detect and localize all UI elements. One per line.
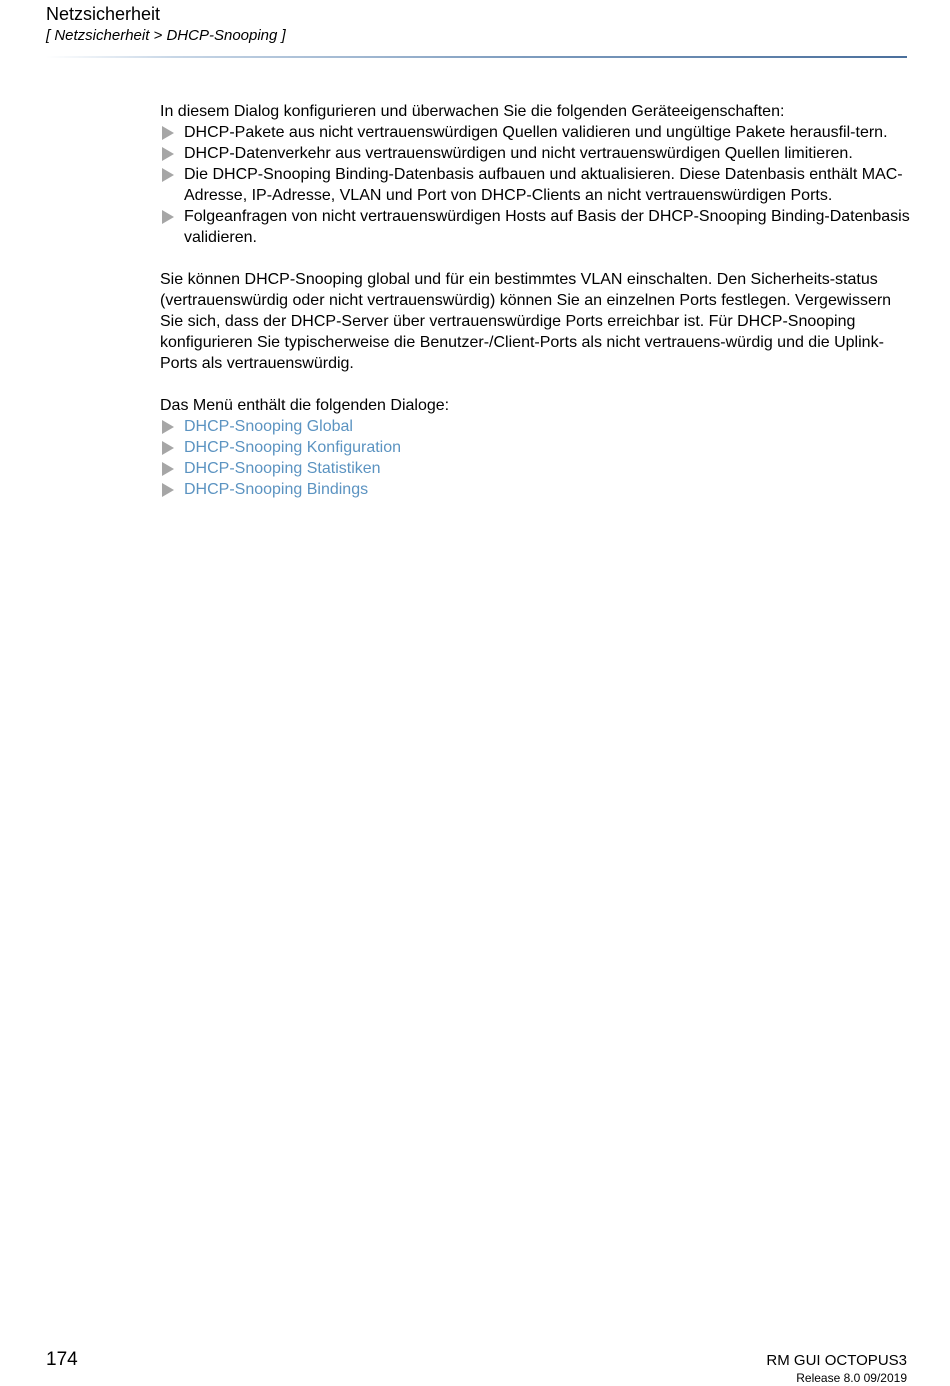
page-header [46,3,906,46]
list-item-text: Die DHCP-Snooping Binding-Datenbasis aufbauen und aktualisieren. Diese Datenbasis enthält MAC-Adresse, IP-Adresse, VLAN und Port von DHCP-Clients an nicht vertrauenswürdigen Ports. [184,166,903,204]
document-name: RM GUI OCTOPUS3 [766,1352,907,1369]
chapter-title: Netzsicherheit [46,4,161,24]
link-dhcp-snooping-statistiken[interactable]: DHCP-Snooping Statistiken [184,460,381,477]
release-info: Release 8.0 09/2019 [796,1371,907,1385]
list-item [160,437,910,458]
bullet-triangle-icon [162,147,174,161]
breadcrumb: [ Netzsicherheit > DHCP-Snooping ] [46,27,286,44]
list-item [160,479,910,500]
list-item [160,122,910,143]
main-content [160,101,910,500]
bullet-triangle-icon [162,168,174,182]
link-dhcp-snooping-bindings[interactable]: DHCP-Snooping Bindings [184,481,369,498]
properties-list [160,122,910,248]
list-item [160,164,910,206]
list-item [160,416,910,437]
bullet-triangle-icon [162,483,174,497]
link-dhcp-snooping-global[interactable]: DHCP-Snooping Global [184,418,353,435]
dialog-links-list [160,416,910,500]
bullet-triangle-icon [162,462,174,476]
list-item [160,458,910,479]
bullet-triangle-icon [162,420,174,434]
list-item [160,206,910,248]
menu-intro: Das Menü enthält die folgenden Dialoge: [160,397,450,414]
bullet-triangle-icon [162,126,174,140]
bullet-triangle-icon [162,441,174,455]
footer-info [766,1352,907,1386]
spacer [160,248,910,269]
bullet-triangle-icon [162,210,174,224]
list-item [160,143,910,164]
list-item-text: Folgeanfragen von nicht vertrauenswürdigen Hosts auf Basis der DHCP-Snooping Binding-Datenbasis validieren. [184,208,910,246]
link-dhcp-snooping-konfiguration[interactable]: DHCP-Snooping Konfiguration [184,439,402,456]
list-item-text: DHCP-Pakete aus nicht vertrauenswürdigen Quellen validieren und ungültige Pakete herausfil-tern. [184,124,888,141]
spacer [160,374,910,395]
header-divider [46,56,907,58]
page-number: 174 [46,1349,78,1370]
list-item-text: DHCP-Datenverkehr aus vertrauenswürdigen und nicht vertrauenswürdigen Quellen limitieren. [184,145,853,162]
intro-paragraph: In diesem Dialog konfigurieren und überwachen Sie die folgenden Geräteeigenschaften: [160,103,785,120]
description-paragraph: Sie können DHCP-Snooping global und für ein bestimmtes VLAN einschalten. Den Sicherheits-status (vertrauenswürdig oder nicht vertrauenswürdig) können Sie an einzelnen Ports festlegen. Vergewissern Sie sich, dass der DHCP-Server über vertrauenswürdige Ports erreichbar ist. Für DHCP-Snooping konfigurieren Sie typischerweise die Benutzer-/Client-Ports als nicht vertrauens-würdig und die Uplink-Ports als vertrauenswürdig. [160,271,892,372]
